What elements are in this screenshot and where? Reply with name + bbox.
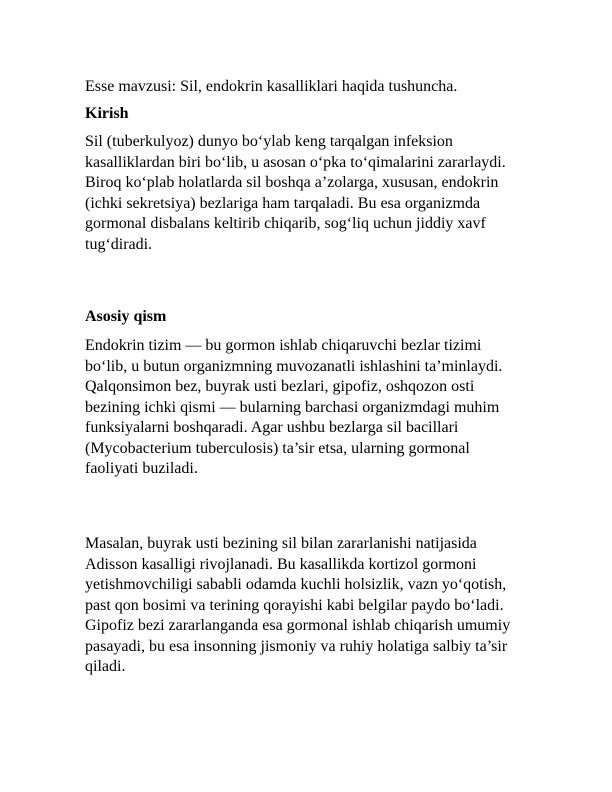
paragraph-addison-example [85,534,565,678]
text-line: yetishmovchiligi sababli odamda kuchli holsizlik, vazn yo‘qotish, [85,576,507,593]
text-line: kasalliklardan biri bo‘lib, u asosan o‘pka to‘qimalarini zararlaydi. [85,153,506,171]
essay-title [85,77,565,98]
section-heading-text: Asosiy qism [85,308,167,325]
text-line: faoliyati buziladi. [85,460,198,477]
paragraph-intro [85,132,565,255]
text-line: Biroq ko‘plab holatlarda sil boshqa a’zolarga, xususan, endokrin [85,174,499,191]
section-heading-text: Kirish [85,105,129,122]
text-line: Qalqonsimon bez, buyrak usti bezlari, gipofiz, oshqozon osti [85,378,475,395]
section-heading-kirish [85,104,565,125]
text-line: qiladi. [85,658,126,675]
text-line: Adisson kasalligi rivojlanadi. Bu kasallikda kortizol gormoni [85,555,477,573]
essay-title-text: Esse mavzusi: Sil, endokrin kasalliklari haqida tushuncha. [85,78,458,95]
text-line: (Mycobacterium tuberculosis) ta’sir etsa, ularning gormonal [85,439,470,457]
text-line: past qon bosimi va terining qorayishi kabi belgilar paydo bo‘ladi. [85,596,504,614]
text-line: bezining ichki qismi — bularning barchasi organizmdagi muhim [85,398,500,416]
text-line: pasayadi, bu esa insonning jismoniy va ruhiy holatiga salbiy ta’sir [85,637,508,655]
text-line: funksiyalarni boshqaradi. Agar ushbu bezlarga sil bacillari [85,419,459,436]
text-line: (ichki sekretsiya) bezlariga ham tarqaladi. Bu esa organizmda [85,194,481,212]
text-line: Endokrin tizim — bu gormon ishlab chiqaruvchi bezlar tizimi [85,337,482,354]
text-line: tug‘diradi. [85,235,153,253]
text-line: gormonal disbalans keltirib chiqarib, sog‘liq uchun jiddiy xavf [85,215,486,232]
text-line: bo‘lib, u butun organizmning muvozanatli ishlashini ta’minlaydi. [85,357,503,375]
section-heading-asosiy-qism [85,307,565,328]
text-line: Gipofiz bezi zararlanganda esa gormonal ishlab chiqarish umumiy [85,617,511,634]
paragraph-endocrine-system [85,336,565,480]
text-line: Masalan, buyrak usti bezining sil bilan zararlanishi natijasida [85,535,477,552]
text-line: Sil (tuberkulyoz) dunyo bo‘ylab keng tarqalgan infeksion [85,133,453,150]
